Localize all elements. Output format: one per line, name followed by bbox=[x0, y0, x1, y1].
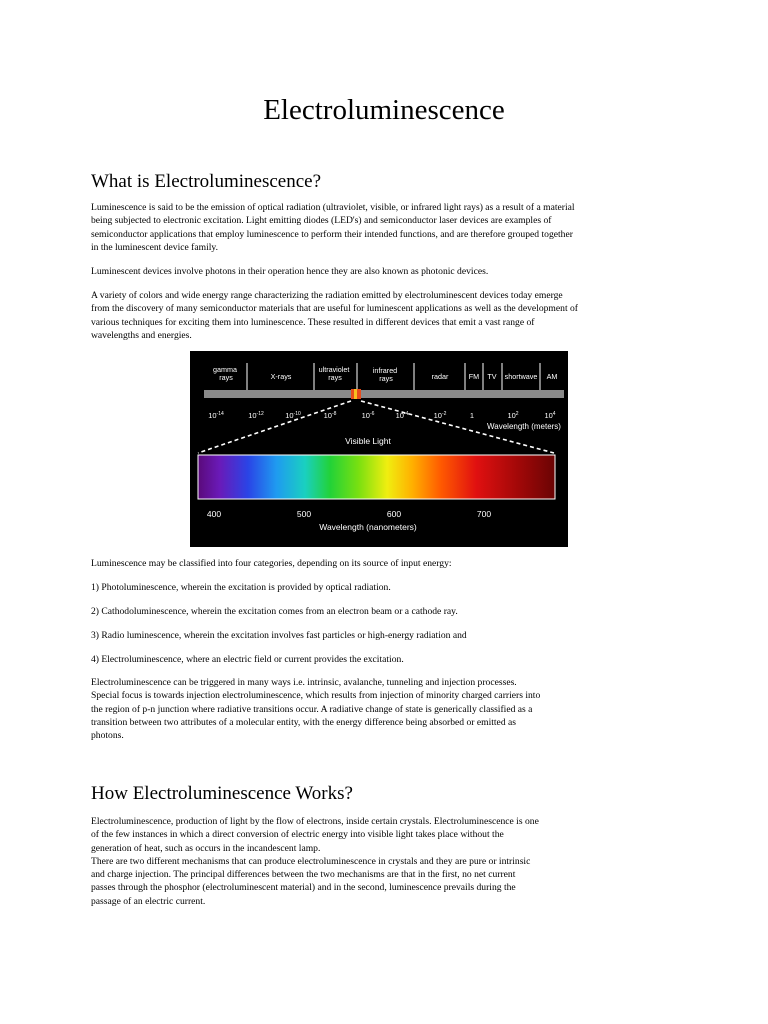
nm-tick-label: 600 bbox=[386, 509, 402, 519]
scale-tick-label: $10^{-6}$ bbox=[361, 411, 375, 420]
band-label-gamma-line2: rays bbox=[219, 373, 233, 382]
section-heading-how-it-works: How Electroluminescence Works? bbox=[91, 783, 353, 804]
electromagnetic-spectrum-figure bbox=[190, 351, 568, 547]
nm-tick-label: 400 bbox=[206, 509, 222, 519]
nm-tick-label: 700 bbox=[476, 509, 492, 519]
scale-ticks bbox=[208, 411, 556, 420]
paragraph-luminescence-definition: Luminescence is said to be the emission of optical radiation (ultraviolet, visible, or infrared light rays) as a result of a material being subjected to electronic excitation. Light emitting diodes (LED's) and semiconductor laser devices are examples of semiconductor applications that employ luminescence to perform their intended functions, and are therefore grouped together in the luminescent device family. bbox=[91, 202, 575, 253]
band-label-tv: TV bbox=[487, 372, 497, 381]
scale-tick-label: $10^2$ bbox=[507, 411, 519, 420]
section-heading-what-is: What is Electroluminescence? bbox=[91, 171, 322, 192]
paragraph-variety-of-colors: A variety of colors and wide energy range characterizing the radiation emitted by electroluminescent devices today emerge from the discovery of many semiconductor materials that are useful for luminescent applications as well as the development of various techniques for exciting them into luminescence. These resulted in different devices that emit a vast range of wavelengths and energies. bbox=[91, 290, 578, 341]
scale-tick-label: 1 bbox=[469, 411, 475, 420]
band-label-radar: radar bbox=[431, 372, 449, 381]
paragraph-triggering-mechanisms: Electroluminescence can be triggered in many ways i.e. intrinsic, avalanche, tunneling and injection processes. Special focus is towards injection electroluminescence, which results from injection of minority charged carriers into the region of p-n junction where radiative transitions occur. A radiative change of state is generically classified as a transition between two attributes of a molecular entity, with the energy difference being absorbed or emitted as photons. bbox=[91, 677, 541, 742]
band-label-infrared-line1: infrared bbox=[372, 366, 398, 375]
band-label-infrared-line2: rays bbox=[379, 374, 393, 383]
list-item-cathodoluminescence: 2) Cathodoluminescence, wherein the excitation comes from an electron beam or a cathode ray. bbox=[91, 606, 458, 617]
paragraph-how-it-works: Electroluminescence, production of light by the flow of electrons, inside certain crystals. Electroluminescence is one of the few instances in which a direct conversion of electric energy into visible light takes place without the generation of heat, such as occurs in the incandescent lamp. There are two different mechanisms that can produce electroluminescence in crystals and they are pure or intrinsic and charge injection. The principal differences between the two mechanisms are that in the first, no net current passes through the phosphor (electroluminescent material) and in the second, luminescence prevails during the passage of an electric current. bbox=[91, 816, 539, 907]
nm-tick-label: 500 bbox=[296, 509, 312, 519]
list-item-radio-luminescence: 3) Radio luminescence, wherein the excitation involves fast particles or high-energy radiation and bbox=[91, 630, 467, 641]
band-label-ultraviolet-line2: rays bbox=[328, 373, 342, 382]
visible-band-marker-highlight bbox=[354, 389, 357, 399]
band-label-gamma-line1: gamma bbox=[213, 365, 237, 374]
scale-axis-label: Wavelength (meters) bbox=[487, 422, 561, 431]
band-label-shortwave: shortwave bbox=[504, 372, 538, 381]
nm-axis-label: Wavelength (nanometers) bbox=[319, 522, 417, 532]
scale-tick-label: $10^4$ bbox=[544, 411, 556, 420]
band-label-ultraviolet bbox=[319, 365, 352, 382]
band-label-gamma bbox=[213, 365, 239, 382]
band-label-xrays: X-rays bbox=[270, 372, 292, 381]
paragraph-four-categories: Luminescence may be classified into four categories, depending on its source of input energy: bbox=[91, 558, 452, 569]
band-label-fm: FM bbox=[468, 372, 480, 381]
band-label-am: AM bbox=[546, 372, 558, 381]
scale-tick-label: $10^{-10}$ bbox=[285, 411, 301, 420]
band-label-infrared bbox=[373, 366, 399, 383]
scale-tick-label: $10^{-8}$ bbox=[323, 411, 337, 420]
list-item-electroluminescence: 4) Electroluminescence, where an electric field or current provides the excitation. bbox=[91, 654, 404, 665]
list-item-photoluminescence: 1) Photoluminescence, wherein the excitation is provided by optical radiation. bbox=[91, 582, 391, 593]
visible-spectrum-gradient bbox=[198, 455, 555, 499]
page-title: Electroluminescence bbox=[263, 94, 505, 126]
visible-light-label: Visible Light bbox=[345, 436, 391, 446]
scale-tick-label: $10^{-4}$ bbox=[395, 411, 409, 420]
spectrum-svg bbox=[190, 351, 568, 547]
scale-tick-label: $10^{-14}$ bbox=[208, 411, 224, 420]
spectrum-scale-bar bbox=[204, 390, 564, 398]
band-label-ultraviolet-line1: ultraviolet bbox=[318, 365, 350, 374]
scale-tick-label: $10^{-12}$ bbox=[248, 411, 264, 420]
paragraph-photonic-devices: Luminescent devices involve photons in their operation hence they are also known as photonic devices. bbox=[91, 266, 489, 277]
scale-tick-label: $10^{-2}$ bbox=[433, 411, 447, 420]
